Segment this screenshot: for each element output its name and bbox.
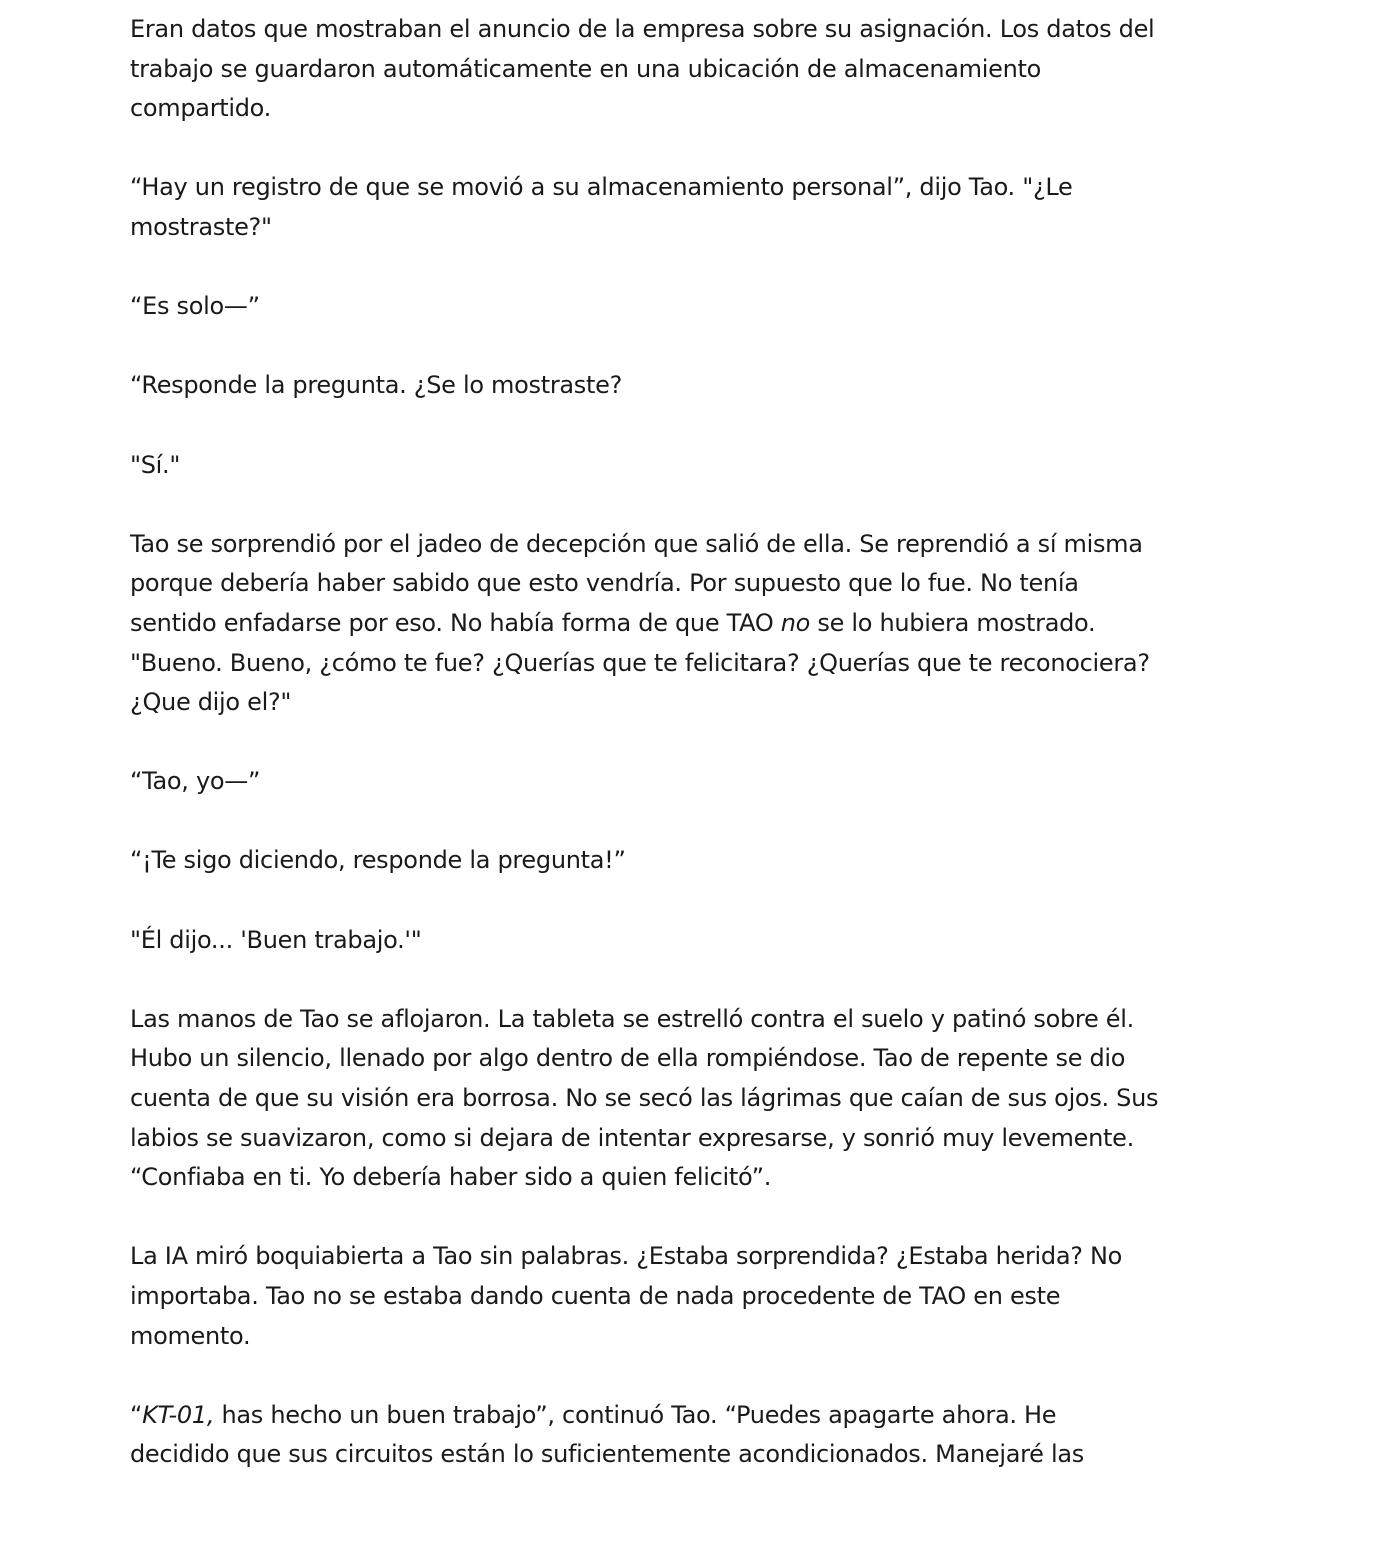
text-segment: cuenta de que su visión era borrosa. No se secó las lágrimas que caían de sus ojos. Sus — [130, 1084, 1159, 1113]
paragraph — [130, 525, 1280, 723]
text-segment: "Sí." — [130, 450, 181, 479]
document-text-body — [130, 10, 1280, 1475]
text-segment: “Hay un registro de que se movió a su almacenamiento personal”, dijo Tao. "¿Le — [130, 173, 1073, 202]
text-segment: “Confiaba en ti. Yo debería haber sido a quien felicitó”. — [130, 1163, 772, 1192]
paragraph — [130, 762, 1280, 802]
paragraph — [130, 841, 1280, 881]
text-segment: “Es solo—” — [130, 292, 260, 321]
text-segment: "Bueno. Bueno, ¿cómo te fue? ¿Querías que te felicitara? ¿Querías que te reconociera? — [130, 648, 1150, 677]
text-segment: porque debería haber sabido que esto vendría. Por supuesto que lo fue. No tenía — [130, 569, 1079, 598]
text-segment: importaba. Tao no se estaba dando cuenta de nada procedente de TAO en este — [130, 1282, 1061, 1310]
text-segment: Las manos de Tao se aflojaron. La tableta se estrelló contra el suelo y patinó sobre él. — [130, 1004, 1134, 1033]
paragraph — [130, 446, 1280, 486]
paragraph — [130, 287, 1280, 327]
text-segment: compartido. — [130, 94, 271, 123]
text-segment: Tao se sorprendió por el jadeo de decepción que salió de ella. Se reprendió a sí misma — [130, 529, 1143, 558]
paragraph — [130, 366, 1280, 406]
paragraph — [130, 168, 1280, 247]
text-segment: “Responde la pregunta. ¿Se lo mostraste? — [130, 371, 623, 400]
italic-text-segment: KT-01, — [142, 1400, 215, 1429]
text-segment: has hecho un buen trabajo”, continuó Tao. “Puedes apagarte ahora. He — [214, 1400, 1057, 1429]
paragraph — [130, 921, 1280, 961]
text-segment: mostraste?" — [130, 212, 272, 241]
text-segment: trabajo se guardaron automáticamente en una ubicación de almacenamiento — [130, 54, 1041, 83]
text-segment: La IA miró boquiabierta a Tao sin palabras. ¿Estaba sorprendida? ¿Estaba herida? No — [130, 1242, 1123, 1271]
paragraph — [130, 1237, 1280, 1356]
text-segment: “Tao, yo—” — [130, 767, 261, 796]
italic-text-segment: no — [780, 608, 811, 637]
text-segment: “ — [130, 1400, 143, 1429]
text-segment: sentido enfadarse por eso. No había forma de que TAO — [130, 608, 781, 637]
paragraph — [130, 10, 1280, 129]
text-segment: “¡Te sigo diciendo, responde la pregunta!” — [130, 846, 626, 875]
text-segment: Eran datos que mostraban el anuncio de la empresa sobre su asignación. Los datos del — [130, 15, 1155, 43]
text-segment: "Él dijo... 'Buen trabajo.'" — [130, 925, 422, 954]
text-segment: se lo hubiera mostrado. — [810, 608, 1096, 637]
text-segment: momento. — [130, 1321, 251, 1350]
text-segment: Hubo un silencio, llenado por algo dentro de ella rompiéndose. Tao de repente se dio — [130, 1044, 1126, 1073]
text-segment: ¿Que dijo el?" — [130, 688, 292, 717]
text-segment: labios se suavizaron, como si dejara de intentar expresarse, y sonrió muy levemente. — [130, 1123, 1134, 1152]
text-segment: decidido que sus circuitos están lo suficientemente acondicionados. Manejaré las — [130, 1440, 1084, 1469]
paragraph — [130, 1000, 1280, 1198]
paragraph — [130, 1396, 1280, 1475]
